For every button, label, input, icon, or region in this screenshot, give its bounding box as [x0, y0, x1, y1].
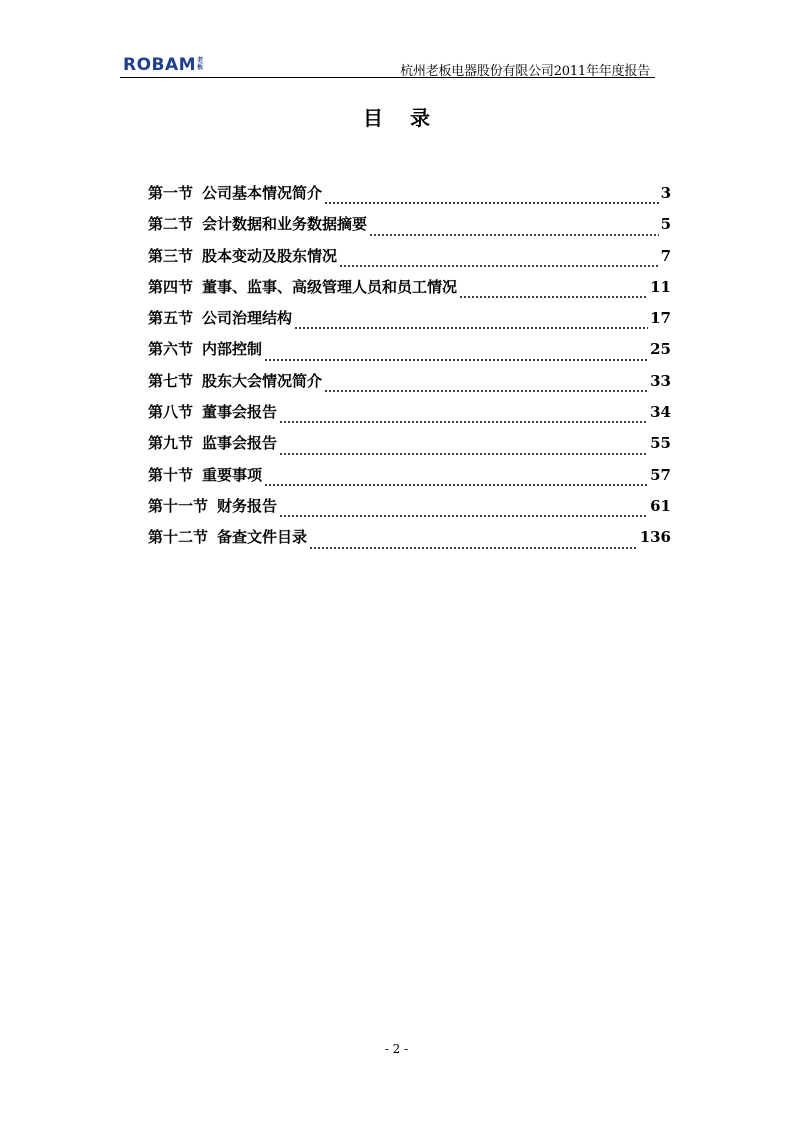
- toc-page-number: 55: [650, 434, 671, 453]
- toc-section-number: 第七节: [148, 371, 194, 390]
- toc-entry[interactable]: [148, 401, 671, 432]
- logo-chinese-mark: 老板: [197, 57, 204, 71]
- toc-title: 目 录: [363, 106, 440, 130]
- report-header-title: 杭州老板电器股份有限公司2011年年度报告: [400, 64, 650, 79]
- toc-dot-leader: [324, 390, 648, 392]
- toc-entry-label: [148, 370, 322, 391]
- toc-section-title: 董事会报告: [202, 403, 278, 422]
- toc-dot-leader: [339, 265, 659, 267]
- toc-entry[interactable]: [148, 182, 671, 213]
- toc-entry-label: [148, 245, 337, 266]
- toc-entry-label: [148, 495, 277, 516]
- toc-entry[interactable]: [148, 276, 671, 307]
- toc-page-number: 136: [639, 528, 671, 547]
- toc-section-number: 第三节: [148, 246, 194, 265]
- toc-entry[interactable]: [148, 526, 671, 557]
- toc-dot-leader: [294, 327, 648, 329]
- toc-dot-leader: [279, 421, 648, 423]
- toc-entry-label: [148, 213, 367, 234]
- toc-entry-label: [148, 526, 307, 547]
- logo-wordmark: ROBAM: [123, 55, 197, 75]
- toc-page-number: 61: [650, 496, 671, 515]
- toc-section-title: 公司治理结构: [202, 309, 293, 328]
- toc-dot-leader: [264, 359, 648, 361]
- toc-page-number: 3: [660, 184, 671, 202]
- toc-entry-label: [148, 307, 292, 328]
- toc-section-number: 第十节: [148, 465, 194, 484]
- toc-page-number: 57: [650, 465, 671, 484]
- toc-page-number: 34: [650, 403, 671, 422]
- toc-entry-label: [148, 338, 262, 359]
- toc-section-number: 第一节: [148, 184, 194, 202]
- robam-logo: [123, 56, 204, 74]
- page-header: [120, 52, 655, 78]
- toc-dot-leader: [264, 484, 648, 486]
- toc-section-number: 第四节: [148, 277, 194, 296]
- toc-dot-leader: [309, 547, 638, 549]
- toc-dot-leader: [324, 202, 659, 204]
- toc-entry-label: [148, 276, 457, 297]
- toc-section-title: 内部控制: [202, 340, 263, 359]
- toc-entry[interactable]: [148, 245, 671, 276]
- toc-entry[interactable]: [148, 495, 671, 526]
- toc-entry[interactable]: [148, 370, 671, 401]
- toc-page-number: 33: [650, 371, 671, 390]
- toc-section-number: 第二节: [148, 215, 194, 234]
- toc-section-number: 第九节: [148, 434, 194, 453]
- toc-section-number: 第十二节: [148, 528, 209, 547]
- toc-page-number: 7: [660, 246, 671, 265]
- toc-section-title: 股本变动及股东情况: [202, 246, 338, 265]
- toc-section-title: 公司基本情况简介: [202, 184, 323, 202]
- page-number: - 2 -: [384, 1042, 409, 1056]
- toc-section-number: 第八节: [148, 403, 194, 422]
- toc-page-number: 11: [650, 277, 671, 296]
- toc-entry-label: [148, 182, 322, 203]
- toc-entry[interactable]: [148, 338, 671, 369]
- toc-dot-leader: [369, 234, 659, 236]
- toc-section-title: 会计数据和业务数据摘要: [202, 215, 368, 234]
- toc-entry-label: [148, 432, 277, 453]
- table-of-contents: [148, 182, 671, 558]
- toc-section-title: 监事会报告: [202, 434, 278, 453]
- toc-section-title: 股东大会情况简介: [202, 371, 323, 390]
- toc-entry[interactable]: [148, 307, 671, 338]
- toc-dot-leader: [459, 296, 648, 298]
- toc-section-title: 董事、监事、高级管理人员和员工情况: [202, 277, 458, 296]
- toc-section-number: 第十一节: [148, 496, 209, 515]
- toc-entry[interactable]: [148, 432, 671, 463]
- toc-section-title: 备查文件目录: [217, 528, 308, 547]
- toc-section-title: 重要事项: [202, 465, 263, 484]
- toc-section-title: 财务报告: [217, 496, 278, 515]
- toc-dot-leader: [279, 515, 648, 517]
- toc-entry[interactable]: [148, 213, 671, 244]
- toc-dot-leader: [279, 453, 648, 455]
- toc-entry-label: [148, 464, 262, 485]
- header-divider: [120, 77, 655, 78]
- toc-page-number: 25: [650, 340, 671, 359]
- toc-entry-label: [148, 401, 277, 422]
- toc-section-number: 第五节: [148, 309, 194, 328]
- toc-entry[interactable]: [148, 464, 671, 495]
- toc-page-number: 5: [660, 215, 671, 234]
- toc-page-number: 17: [650, 309, 671, 328]
- toc-section-number: 第六节: [148, 340, 194, 359]
